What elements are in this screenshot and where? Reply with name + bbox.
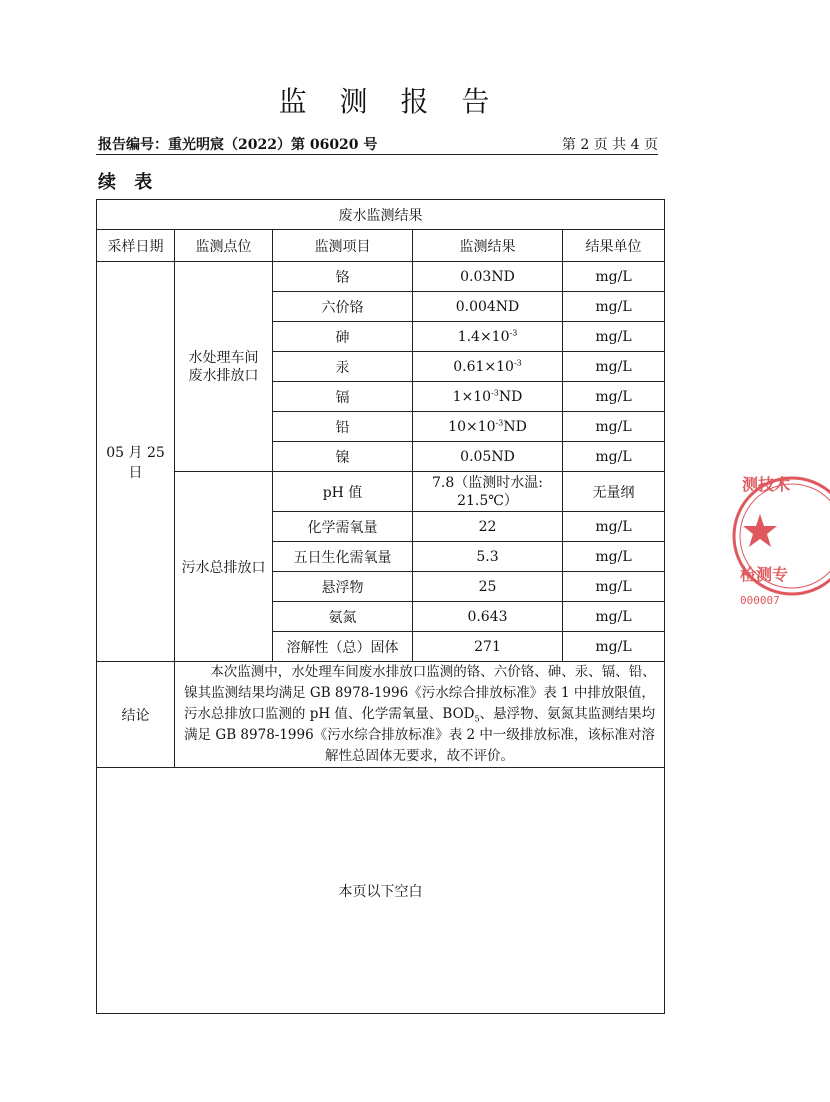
conclusion-text (175, 662, 665, 768)
bod-subscript: 5 (474, 714, 480, 724)
point-1-line2: 废水排放口 (188, 367, 259, 384)
result-exponent: -3 (495, 417, 504, 427)
table-header-row (97, 230, 665, 262)
item-cell: 汞 (273, 352, 413, 382)
header-unit: 结果单位 (563, 230, 665, 262)
result-cell: 5.3 (413, 542, 563, 572)
sampling-date: 05 月 25 日 (97, 262, 175, 662)
point-1-line1: 水处理车间 (188, 349, 259, 366)
result-line1: 7.8（监测时水温: (432, 474, 543, 491)
stamp-number: 000007 (740, 594, 780, 607)
result-cell (413, 352, 563, 382)
result-line2: 21.5℃） (457, 492, 518, 509)
result-cell: 0.004ND (413, 292, 563, 322)
result-cell: 22 (413, 512, 563, 542)
conclusion-part2: 、悬浮物、氨氮其监测结果均满足 GB 8978-1996《污水综合排放标准》表 2 中一级排放标准，该标准对溶解性总固体无要求，故不评价。 (184, 706, 656, 764)
conclusion-part1: 本次监测中，水处理车间废水排放口监测的铬、六价铬、砷、汞、镉、铅、镍其监测结果均满足 GB 8978-1996《污水综合排放标准》表 1 中排放限值，污水总排放口监测的 pH 值、化学需氧量、BOD (183, 664, 656, 722)
item-cell: 镍 (273, 442, 413, 472)
continued-label: 续 表 (98, 172, 159, 193)
unit-cell: 无量纲 (563, 472, 665, 512)
wastewater-results-table (96, 199, 665, 1014)
result-cell (413, 322, 563, 352)
item-cell: 六价铬 (273, 292, 413, 322)
unit-cell: mg/L (563, 572, 665, 602)
item-cell: 悬浮物 (273, 572, 413, 602)
header-rule (96, 154, 658, 155)
unit-cell: mg/L (563, 442, 665, 472)
result-cell (413, 382, 563, 412)
table-row (97, 262, 665, 292)
monitoring-point-workshop (175, 262, 273, 472)
unit-cell: mg/L (563, 632, 665, 662)
result-cell: 0.03ND (413, 262, 563, 292)
item-cell: 氨氮 (273, 602, 413, 632)
item-cell: pH 值 (273, 472, 413, 512)
stamp-star-icon (743, 514, 777, 547)
stamp-text-top: 测技术 (742, 475, 791, 494)
unit-cell: mg/L (563, 512, 665, 542)
result-exponent: -3 (509, 327, 518, 337)
result-cell: 0.643 (413, 602, 563, 632)
result-base: 0.61×10 (453, 358, 514, 375)
page-info: 第 2 页 共 4 页 (561, 137, 658, 153)
result-cell: 0.05ND (413, 442, 563, 472)
result-base: 1×10 (452, 388, 492, 405)
conclusion-label: 结论 (97, 662, 175, 768)
unit-cell: mg/L (563, 412, 665, 442)
item-cell: 砷 (273, 322, 413, 352)
conclusion-row (97, 662, 665, 768)
result-cell: 25 (413, 572, 563, 602)
item-cell: 化学需氧量 (273, 512, 413, 542)
report-number: 报告编号：重光明宸（2022）第 06020 号 (98, 137, 378, 153)
result-base: 1.4×10 (457, 328, 510, 345)
header-result: 监测结果 (413, 230, 563, 262)
result-suffix: ND (503, 418, 527, 435)
unit-cell: mg/L (563, 352, 665, 382)
unit-cell: mg/L (563, 322, 665, 352)
result-exponent: -3 (491, 387, 499, 397)
result-cell (413, 472, 563, 512)
item-cell: 镉 (273, 382, 413, 412)
table-caption: 废水监测结果 (97, 200, 665, 230)
result-suffix: ND (498, 388, 523, 405)
unit-cell: mg/L (563, 292, 665, 322)
table-row (97, 472, 665, 512)
unit-cell: mg/L (563, 542, 665, 572)
item-cell: 铅 (273, 412, 413, 442)
header-item: 监测项目 (273, 230, 413, 262)
seal-stamp (730, 456, 830, 616)
unit-cell: mg/L (563, 262, 665, 292)
item-cell: 五日生化需氧量 (273, 542, 413, 572)
result-base: 10×10 (448, 418, 496, 435)
header-date: 采样日期 (97, 230, 175, 262)
stamp-text-bottom: 检测专 (740, 565, 789, 584)
result-exponent: -3 (513, 357, 522, 367)
header-point: 监测点位 (175, 230, 273, 262)
blank-note: 本页以下空白 (97, 768, 665, 1014)
document-title: 监 测 报 告 (278, 85, 502, 118)
unit-cell: mg/L (563, 602, 665, 632)
item-cell: 铬 (273, 262, 413, 292)
unit-cell: mg/L (563, 382, 665, 412)
monitoring-point-main-outlet: 污水总排放口 (175, 472, 273, 662)
item-cell: 溶解性（总）固体 (273, 632, 413, 662)
result-cell: 271 (413, 632, 563, 662)
blank-row (97, 768, 665, 1014)
result-cell (413, 412, 563, 442)
